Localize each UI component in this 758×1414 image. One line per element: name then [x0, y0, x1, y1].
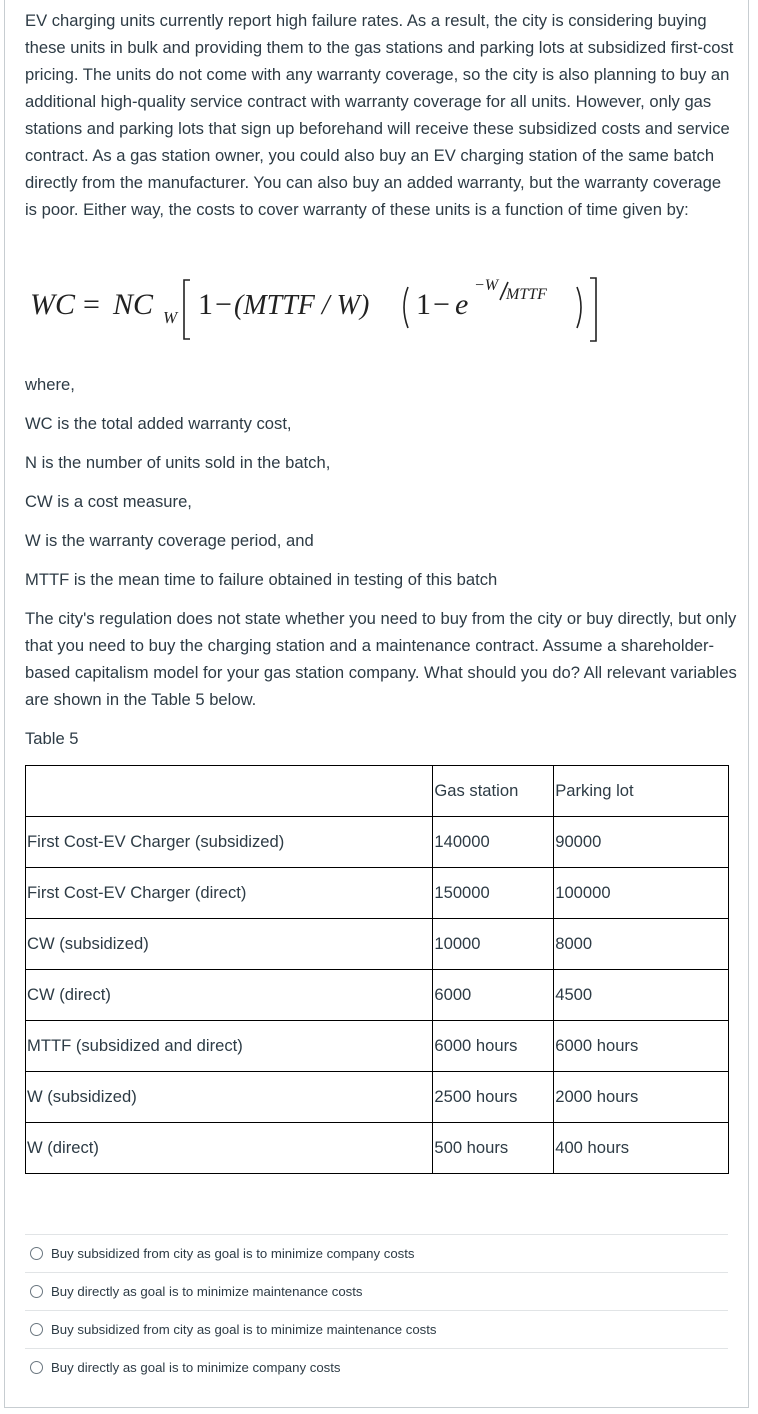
table-row — [26, 1123, 729, 1174]
table-row — [26, 817, 729, 868]
answer-options — [25, 1234, 728, 1386]
table-row — [26, 1021, 729, 1072]
table-cell: 140000 — [433, 817, 554, 868]
table-cell: 6000 hours — [433, 1021, 554, 1072]
table-row — [26, 970, 729, 1021]
table-header-cell: Parking lot — [554, 766, 729, 817]
table-cell: 2000 hours — [554, 1072, 729, 1123]
table-cell: 500 hours — [433, 1123, 554, 1174]
warranty-cost-formula — [28, 252, 628, 352]
table-caption: Table 5 — [25, 729, 79, 748]
definition-n: N is the number of units sold in the batch, — [25, 453, 331, 472]
radio-button[interactable] — [30, 1285, 43, 1298]
definition-cw: CW is a cost measure, — [25, 492, 192, 511]
formula-exponent-denominator: MTTF — [506, 286, 547, 303]
answer-option-1[interactable] — [25, 1235, 728, 1273]
table-cell: CW (direct) — [26, 970, 433, 1021]
table-cell: First Cost-EV Charger (subsidized) — [26, 817, 433, 868]
table-cell: MTTF (subsidized and direct) — [26, 1021, 433, 1072]
table-row — [26, 1072, 729, 1123]
regulation-paragraph: The city's regulation does not state whether you need to buy from the city or buy directly, but only that you need to buy the charging station and a maintenance contract. Assume a shareholder-based capitalism model for your gas station company. What should you do? All relevant variables are shown in the Table 5 below. — [25, 609, 737, 709]
table-cell: 4500 — [554, 970, 729, 1021]
table-cell: 8000 — [554, 919, 729, 970]
formula-inner-one: 1 — [416, 288, 431, 321]
formula-one: 1 — [198, 288, 213, 321]
formula-equals: = — [83, 288, 100, 321]
table-cell: 6000 — [433, 970, 554, 1021]
definition-w: W is the warranty coverage period, and — [25, 531, 314, 550]
table-cell: W (direct) — [26, 1123, 433, 1174]
formula-inner-minus: − — [433, 288, 450, 321]
definition-mttf: MTTF is the mean time to failure obtained in testing of this batch — [25, 570, 498, 589]
answer-label: Buy subsidized from city as goal is to minimize maintenance costs — [51, 1322, 437, 1337]
answer-option-4[interactable] — [25, 1349, 728, 1386]
answer-option-2[interactable] — [25, 1273, 728, 1311]
radio-button[interactable] — [30, 1247, 43, 1260]
question-intro: EV charging units currently report high failure rates. As a result, the city is considering buying these units in bulk and providing them to the gas stations and parking lots at subsidized first-cost pricing. The units do not come with any warranty coverage, so the city is also planning to buy an additional high-quality service contract with warranty coverage for all units. However, only gas stations and parking lots that sign up beforehand will receive these subsidized costs and service contract. As a gas station owner, you could also buy an EV charging station of the same batch directly from the manufacturer. You can also buy an added warranty, but the warranty coverage is poor. Either way, the costs to cover warranty of these units is a function of time given by: — [25, 11, 734, 219]
table-cell: W (subsidized) — [26, 1072, 433, 1123]
table-cell: First Cost-EV Charger (direct) — [26, 868, 433, 919]
table-row — [26, 919, 729, 970]
data-table — [25, 765, 729, 1174]
answer-label: Buy directly as goal is to minimize maintenance costs — [51, 1284, 363, 1299]
table-cell: 6000 hours — [554, 1021, 729, 1072]
table-cell: 150000 — [433, 868, 554, 919]
formula-wc: WC — [30, 288, 75, 321]
answer-label: Buy directly as goal is to minimize company costs — [51, 1360, 341, 1375]
radio-button[interactable] — [30, 1361, 43, 1374]
formula-subscript: W — [163, 308, 178, 327]
table-cell: CW (subsidized) — [26, 919, 433, 970]
table-header-row — [26, 766, 729, 817]
formula-minus: − — [215, 288, 232, 321]
answer-label: Buy subsidized from city as goal is to minimize company costs — [51, 1246, 415, 1261]
where-label: where, — [25, 375, 75, 394]
table-row — [26, 868, 729, 919]
formula-nc: NC — [113, 288, 154, 321]
table-header-cell — [26, 766, 433, 817]
table-cell: 90000 — [554, 817, 729, 868]
radio-button[interactable] — [30, 1323, 43, 1336]
table-cell: 2500 hours — [433, 1072, 554, 1123]
formula-e: e — [455, 288, 469, 321]
table-cell: 400 hours — [554, 1123, 729, 1174]
formula-exponent-numerator: −W — [474, 277, 499, 294]
table-cell: 10000 — [433, 919, 554, 970]
table-header-cell: Gas station — [433, 766, 554, 817]
definition-wc: WC is the total added warranty cost, — [25, 414, 292, 433]
table-cell: 100000 — [554, 868, 729, 919]
answer-option-3[interactable] — [25, 1311, 728, 1349]
formula-mttf-over-w: (MTTF / W) — [234, 290, 370, 321]
